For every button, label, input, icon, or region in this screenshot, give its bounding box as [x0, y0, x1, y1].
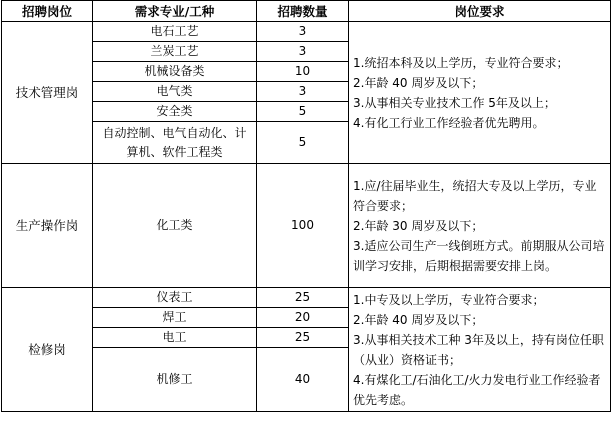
header-requirements: 岗位要求 [349, 1, 611, 22]
major-cell: 兰炭工艺 [93, 42, 257, 62]
count-cell: 3 [257, 82, 349, 102]
major-cell: 电工 [93, 328, 257, 348]
requirement-line: 1.应/往届毕业生，统招大专及以上学历，专业符合要求； [353, 178, 597, 213]
recruitment-table [1, 0, 611, 412]
requirements-cell [349, 22, 611, 164]
requirement-line: 1.中专及以上学历，专业符合要求； [353, 292, 545, 307]
position-cell: 技术管理岗 [2, 22, 93, 164]
count-cell: 25 [257, 328, 349, 348]
count-cell: 40 [257, 348, 349, 412]
count-cell: 3 [257, 22, 349, 42]
count-cell: 5 [257, 122, 349, 164]
header-position: 招聘岗位 [2, 1, 93, 22]
requirement-line: 3.适应公司生产一线倒班方式。前期服从公司培训学习安排，后期根据需要安排上岗。 [353, 238, 605, 273]
table-row [2, 288, 611, 308]
major-cell: 机械设备类 [93, 62, 257, 82]
header-count: 招聘数量 [257, 1, 349, 22]
major-cell: 安全类 [93, 102, 257, 122]
position-cell: 检修岗 [2, 288, 93, 412]
requirement-line: 3.从事相关专业技术工作 5年及以上； [353, 95, 556, 110]
requirement-line: 1.统招本科及以上学历，专业符合要求； [353, 55, 569, 70]
count-cell: 3 [257, 42, 349, 62]
requirement-line: 4.有煤化工/石油化工/火力发电行业工作经验者优先考虑。 [353, 372, 601, 407]
major-cell: 焊工 [93, 308, 257, 328]
major-cell: 电石工艺 [93, 22, 257, 42]
requirement-line: 3.从事相关技术工种 3年及以上，持有岗位任职（从业）资格证书； [353, 332, 604, 367]
requirements-cell [349, 288, 611, 412]
requirement-line: 2.年龄 30 周岁及以下； [353, 218, 484, 233]
count-cell: 25 [257, 288, 349, 308]
header-major: 需求专业/工种 [93, 1, 257, 22]
table-row [2, 164, 611, 288]
count-cell: 20 [257, 308, 349, 328]
major-cell: 机修工 [93, 348, 257, 412]
requirement-line: 4.有化工行业工作经验者优先聘用。 [353, 115, 545, 130]
count-cell: 100 [257, 164, 349, 288]
major-cell: 电气类 [93, 82, 257, 102]
major-cell: 仪表工 [93, 288, 257, 308]
major-cell: 自动控制、电气自动化、计算机、软件工程类 [93, 122, 257, 164]
major-cell: 化工类 [93, 164, 257, 288]
header-row [2, 1, 611, 22]
position-cell: 生产操作岗 [2, 164, 93, 288]
table-row [2, 22, 611, 42]
requirements-cell [349, 164, 611, 288]
requirement-line: 2.年龄 40 周岁及以下； [353, 312, 484, 327]
requirement-line: 2.年龄 40 周岁及以下； [353, 75, 484, 90]
count-cell: 5 [257, 102, 349, 122]
count-cell: 10 [257, 62, 349, 82]
